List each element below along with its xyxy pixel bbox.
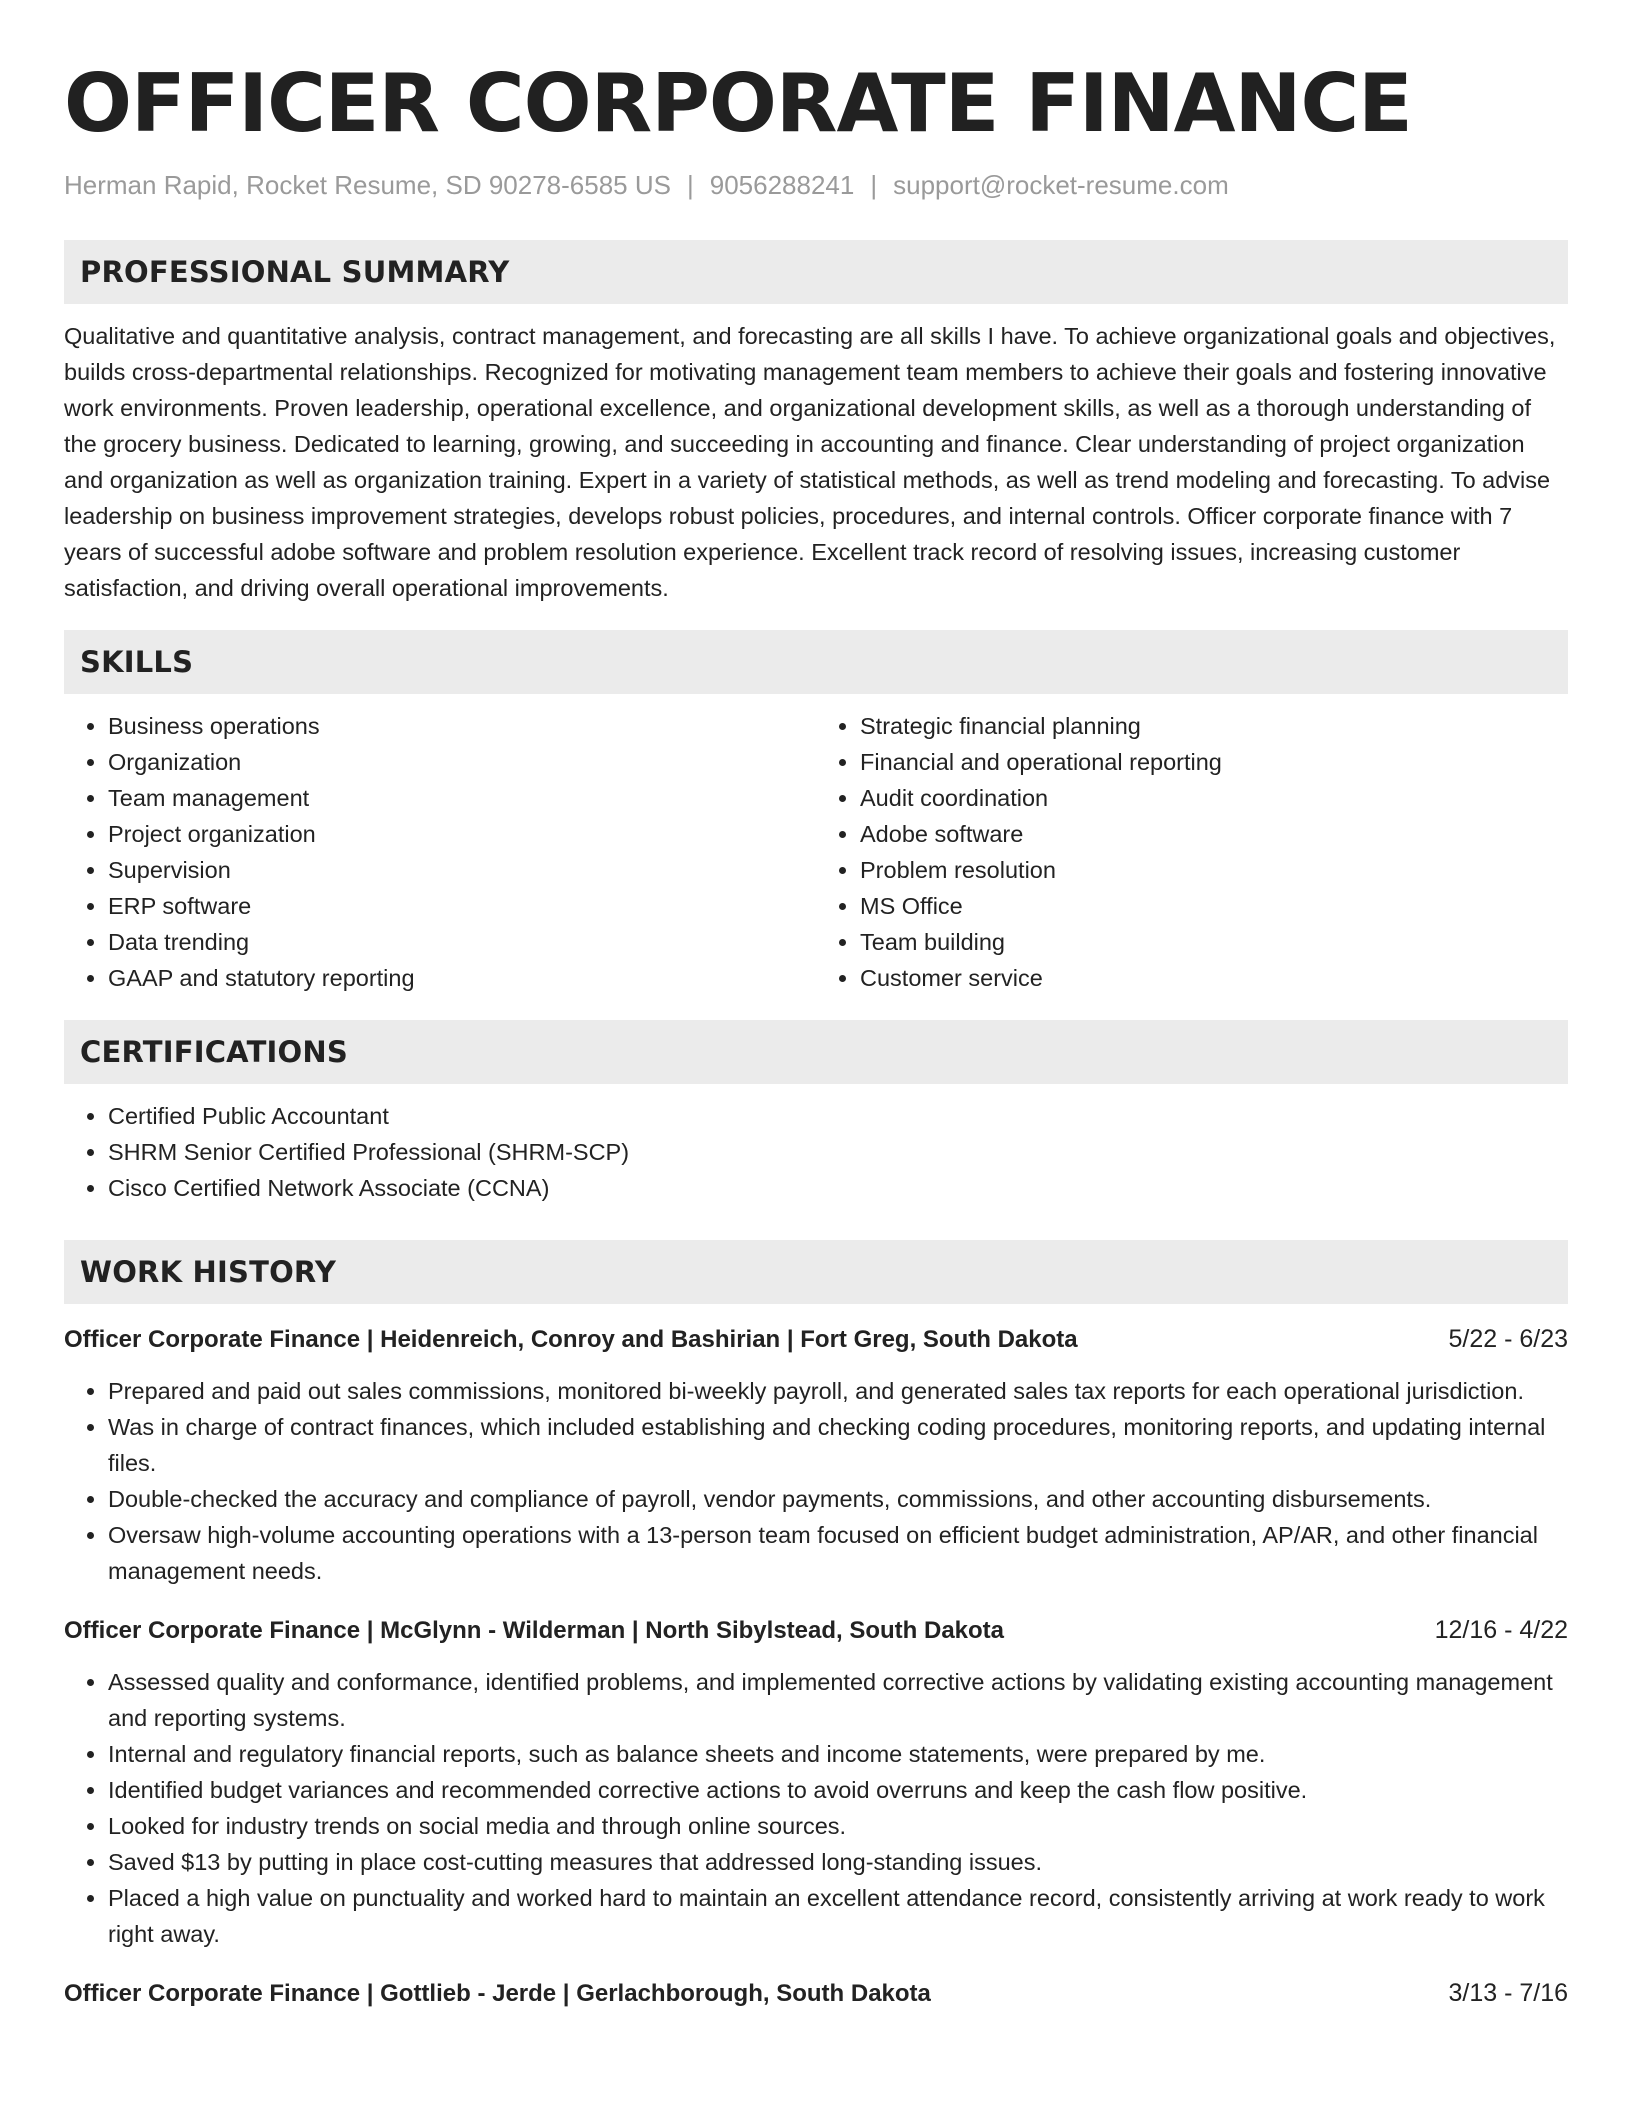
job-bullets [64,1664,1568,1952]
summary-text: Qualitative and quantitative analysis, contract management, and forecasting are all skills I have. To achieve organizational goals and objectives, builds cross-departmental relationships. Recognized for motivating management team members to achieve their goals and fostering innovative work environments. Proven leadership, operational excellence, and organizational development skills, as well as a thorough understanding of the grocery business. Dedicated to learning, growing, and succeeding in accounting and finance. Clear understanding of project organization and organization as well as organization training. Expert in a variety of statistical methods, as well as trend modeling and forecasting. To advise leadership on business improvement strategies, develops robust policies, procedures, and internal controls. Officer corporate finance with 7 years of successful adobe software and problem resolution experience. Excellent track record of resolving issues, increasing customer satisfaction, and driving overall operational improvements. [64,323,1556,601]
certification-item: • SHRM Senior Certified Professional (SHRM-SCP) [108,1134,1568,1170]
skill-item: • Team building [860,924,1568,960]
contact-line [64,168,1568,202]
contact-separator: | [870,170,878,200]
job-title: Officer Corporate Finance | Gottlieb - Jerde | Gerlachborough, South Dakota [64,1980,931,2007]
job-bullet: • Placed a high value on punctuality and worked hard to maintain an excellent attendance record, consistently arriving at work ready to work right away. [108,1880,1568,1952]
skill-item: • Audit coordination [860,780,1568,816]
job-entry [64,1976,1568,2011]
job-bullet: • Oversaw high-volume accounting operations with a 13-person team focused on efficient budget administration, AP/AR, and other financial management needs. [108,1517,1568,1589]
skill-item: • Financial and operational reporting [860,744,1568,780]
job-bullets [64,1373,1568,1589]
skills-list-right [816,708,1568,996]
skills-column-right [816,708,1568,996]
job-title: Officer Corporate Finance | Heidenreich, Conroy and Bashirian | Fort Greg, South Dakota [64,1326,1078,1353]
skills-list-left [64,708,816,996]
skill-item: • Team management [108,780,816,816]
certification-item: • Cisco Certified Network Associate (CCNA) [108,1170,1568,1206]
job-bullet: • Assessed quality and conformance, identified problems, and implemented corrective actions by validating existing accounting management and reporting systems. [108,1664,1568,1736]
job-bullet: • Internal and regulatory financial reports, such as balance sheets and income statements, were prepared by me. [108,1736,1568,1772]
contact-address: Herman Rapid, Rocket Resume, SD 90278-6585 US [64,170,671,200]
job-dates: 12/16 - 4/22 [1434,1616,1568,1644]
skill-item: • Supervision [108,852,816,888]
job-dates: 3/13 - 7/16 [1448,1979,1568,2007]
job-header [64,1976,1568,2011]
skill-item: • Problem resolution [860,852,1568,888]
contact-email: support@rocket-resume.com [893,170,1229,200]
job-bullet: • Double-checked the accuracy and compliance of payroll, vendor payments, commissions, and other accounting disbursements. [108,1481,1568,1517]
section-heading-summary: PROFESSIONAL SUMMARY [64,240,1568,304]
skill-item: • Strategic financial planning [860,708,1568,744]
job-bullet: • Identified budget variances and recommended corrective actions to avoid overruns and keep the cash flow positive. [108,1772,1568,1808]
skill-item: • ERP software [108,888,816,924]
skill-item: • Project organization [108,816,816,852]
skill-item: • MS Office [860,888,1568,924]
skill-item: • Data trending [108,924,816,960]
job-bullet: • Was in charge of contract finances, which included establishing and checking coding procedures, monitoring reports, and updating internal files. [108,1409,1568,1481]
page-title: OFFICER CORPORATE FINANCE [64,57,1412,150]
job-dates: 5/22 - 6/23 [1448,1325,1568,1353]
skill-item: • GAAP and statutory reporting [108,960,816,996]
job-bullet: • Prepared and paid out sales commissions, monitored bi-weekly payroll, and generated sales tax reports for each operational jurisdiction. [108,1373,1568,1409]
job-header [64,1322,1568,1357]
job-entry [64,1322,1568,1589]
contact-separator: | [686,170,694,200]
skill-item: • Business operations [108,708,816,744]
job-entry [64,1613,1568,1952]
skill-item: • Customer service [860,960,1568,996]
skills-column-left [64,708,816,996]
job-bullet: • Saved $13 by putting in place cost-cutting measures that addressed long-standing issues. [108,1844,1568,1880]
section-heading-work-history: WORK HISTORY [64,1240,1568,1304]
job-header [64,1613,1568,1648]
skill-item: • Adobe software [860,816,1568,852]
contact-phone: 9056288241 [709,170,855,200]
skills-grid [64,708,1568,996]
skill-item: • Organization [108,744,816,780]
section-heading-skills: SKILLS [64,630,1568,694]
job-title: Officer Corporate Finance | McGlynn - Wilderman | North Sibylstead, South Dakota [64,1617,1005,1644]
job-bullet: • Looked for industry trends on social media and through online sources. [108,1808,1568,1844]
certifications-list [64,1098,1568,1206]
section-heading-certifications: CERTIFICATIONS [64,1020,1568,1084]
certification-item: • Certified Public Accountant [108,1098,1568,1134]
